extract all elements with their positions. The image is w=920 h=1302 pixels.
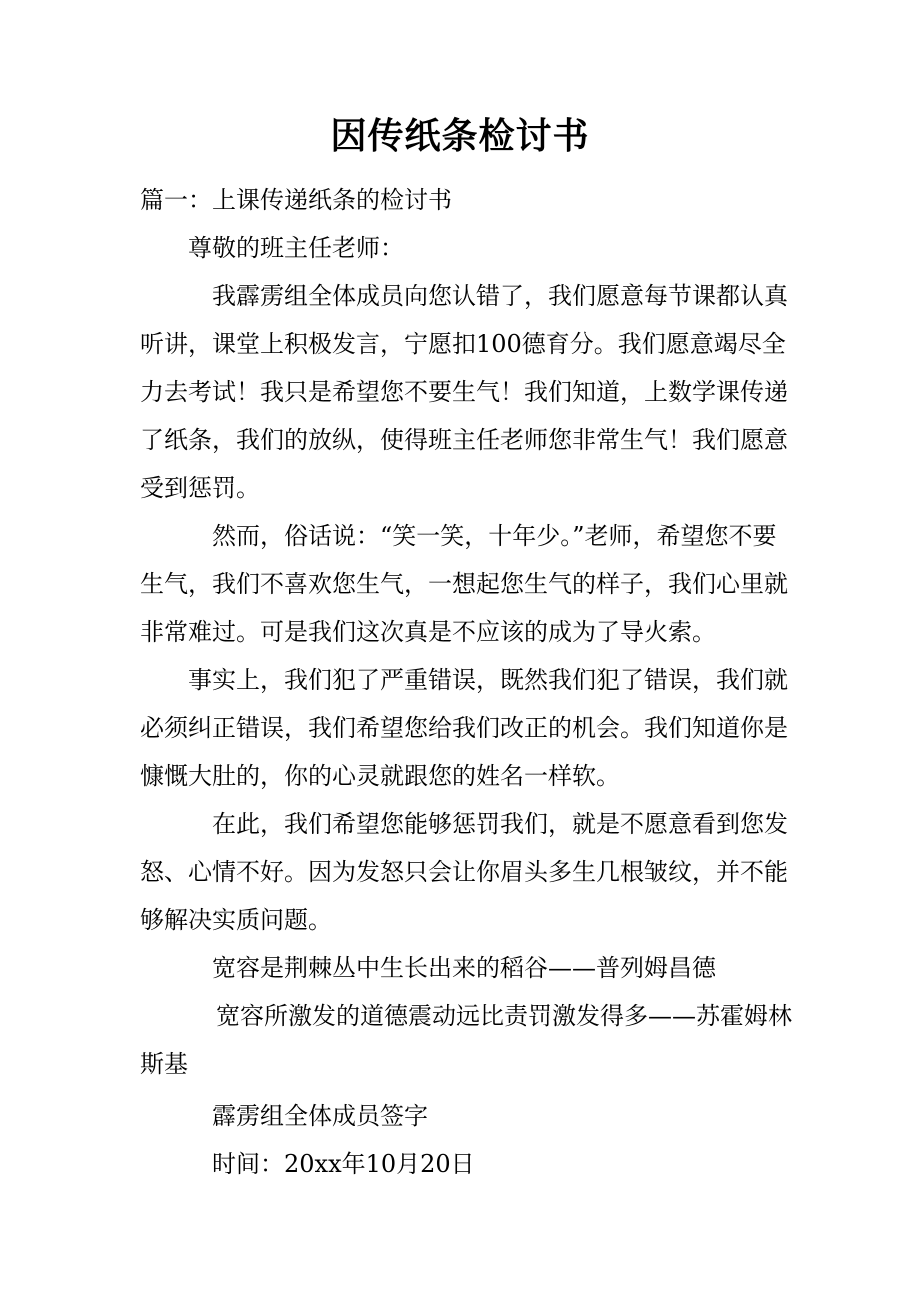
paragraph-mistake: 事实上，我们犯了严重错误，既然我们犯了错误，我们就必须纠正错误，我们希望您给我们改正的机会。我们知道你是慷慨大肚的，你的心灵就跟您的姓名一样软。 (140, 666, 788, 790)
signature-line: 霹雳组全体成员签字 (212, 1102, 428, 1130)
paragraph-apology: 我霹雳组全体成员向您认错了，我们愿意每节课都认真听讲，课堂上积极发言，宁愿扣100德育分。我们愿意竭尽全力去考试！我只是希望您不要生气！我们知道，上数学课传递了纸条，我们的放纵，使得班主任老师您非常生气！我们愿意受到惩罚。 (140, 282, 788, 502)
date-line: 时间：20xx年10月20日 (212, 1150, 475, 1178)
document-title: 因传纸条检讨书 (330, 115, 590, 157)
section-heading: 篇一：上课传递纸条的检讨书 (140, 186, 452, 214)
quote-tolerance-2: 宽容所激发的道德震动远比责罚激发得多——苏霍姆林斯基 (140, 1002, 792, 1078)
paragraph-proverb: 然而，俗话说：“笑一笑，十年少。”老师，希望您不要生气，我们不喜欢您生气，一想起您生气的样子，我们心里就非常难过。可是我们这次真是不应该的成为了导火索。 (140, 522, 788, 646)
paragraph-punishment: 在此，我们希望您能够惩罚我们，就是不愿意看到您发怒、心情不好。因为发怒只会让你眉头多生几根皱纹，并不能够解决实质问题。 (140, 810, 788, 934)
salutation: 尊敬的班主任老师： (188, 234, 404, 262)
quote-tolerance-1: 宽容是荆棘丛中生长出来的稻谷——普列姆昌德 (212, 954, 716, 982)
